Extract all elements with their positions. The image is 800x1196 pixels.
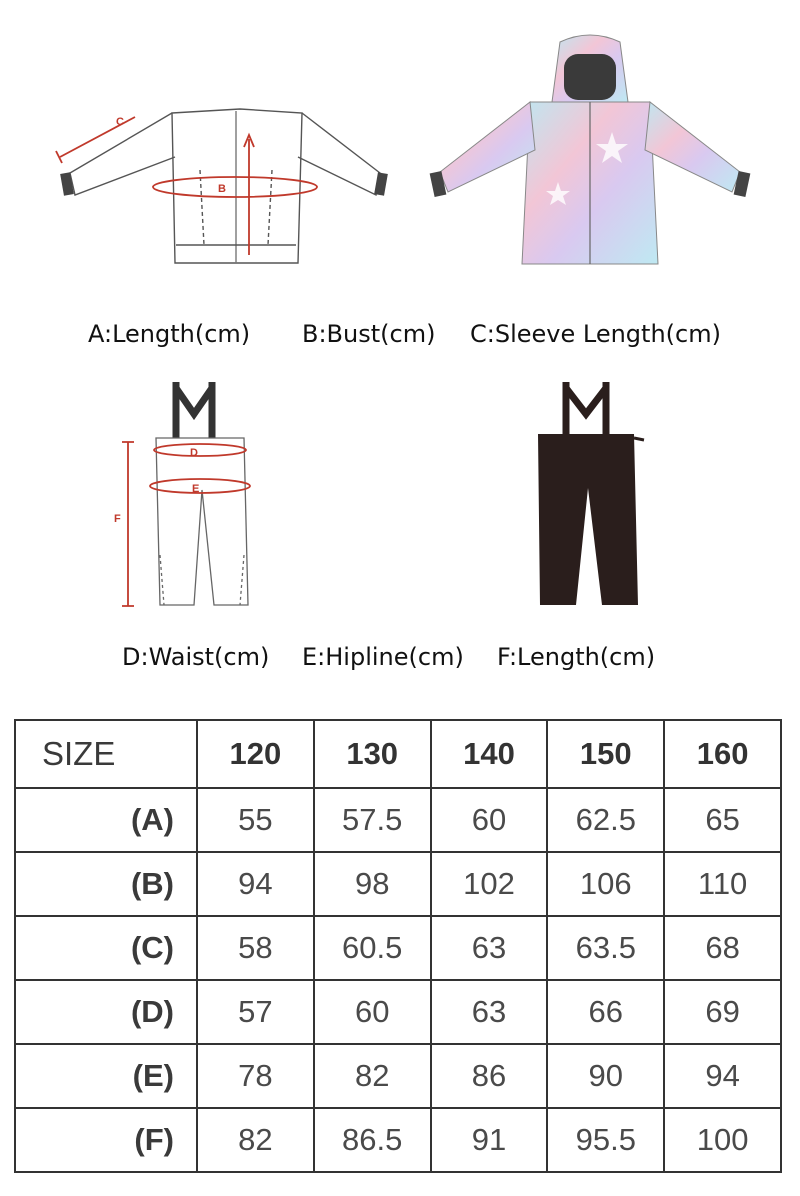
caption-a-length: A:Length(cm) (88, 320, 251, 348)
table-cell: 57.5 (314, 788, 431, 852)
label-d: D (190, 447, 198, 459)
table-cell: 57 (197, 980, 314, 1044)
table-cell: 63 (431, 916, 548, 980)
table-cell: 69 (664, 980, 781, 1044)
table-cell: 60.5 (314, 916, 431, 980)
caption-f-length: F:Length(cm) (497, 643, 656, 671)
table-cell: 86 (431, 1044, 548, 1108)
row-label: (E) (15, 1044, 197, 1108)
table-cell: 102 (431, 852, 548, 916)
pants-product-image (520, 380, 660, 610)
row-label: (B) (15, 852, 197, 916)
size-chart-table (14, 719, 782, 1173)
jacket-product-image (420, 32, 760, 272)
size-header-cell: 160 (664, 720, 781, 788)
table-cell: 62.5 (547, 788, 664, 852)
table-cell: 58 (197, 916, 314, 980)
table-cell: 78 (197, 1044, 314, 1108)
jacket-measurement-diagram (40, 95, 400, 275)
size-header-row (15, 720, 781, 788)
row-label: (C) (15, 916, 197, 980)
caption-e-hipline: E:Hipline(cm) (302, 643, 464, 671)
label-f: F (114, 513, 121, 525)
table-cell: 94 (197, 852, 314, 916)
table-cell: 90 (547, 1044, 664, 1108)
table-row (15, 788, 781, 852)
caption-c-sleeve-length: C:Sleeve Length(cm) (470, 320, 721, 348)
table-cell: 82 (197, 1108, 314, 1172)
table-cell: 65 (664, 788, 781, 852)
caption-b-bust: B:Bust(cm) (302, 320, 436, 348)
label-c: C (116, 116, 124, 128)
table-row (15, 916, 781, 980)
table-row (15, 852, 781, 916)
table-cell: 106 (547, 852, 664, 916)
size-header-cell: 150 (547, 720, 664, 788)
table-cell: 66 (547, 980, 664, 1044)
size-header-cell: 140 (431, 720, 548, 788)
table-cell: 98 (314, 852, 431, 916)
table-cell: 60 (431, 788, 548, 852)
table-row (15, 980, 781, 1044)
table-cell: 60 (314, 980, 431, 1044)
table-cell: 63 (431, 980, 548, 1044)
table-cell: 100 (664, 1108, 781, 1172)
size-header-cell: 130 (314, 720, 431, 788)
row-label: (D) (15, 980, 197, 1044)
table-cell: 94 (664, 1044, 781, 1108)
table-cell: 110 (664, 852, 781, 916)
size-header-label: SIZE (15, 720, 197, 788)
table-cell: 91 (431, 1108, 548, 1172)
table-cell: 68 (664, 916, 781, 980)
table-row (15, 1044, 781, 1108)
table-cell: 86.5 (314, 1108, 431, 1172)
size-header-cell: 120 (197, 720, 314, 788)
row-label: (F) (15, 1108, 197, 1172)
table-cell: 55 (197, 788, 314, 852)
table-cell: 63.5 (547, 916, 664, 980)
table-cell: 82 (314, 1044, 431, 1108)
row-label: (A) (15, 788, 197, 852)
label-e: E (192, 483, 200, 495)
table-cell: 95.5 (547, 1108, 664, 1172)
table-row (15, 1108, 781, 1172)
label-b: B (218, 183, 226, 195)
caption-d-waist: D:Waist(cm) (122, 643, 270, 671)
pants-measurement-diagram (110, 380, 270, 615)
